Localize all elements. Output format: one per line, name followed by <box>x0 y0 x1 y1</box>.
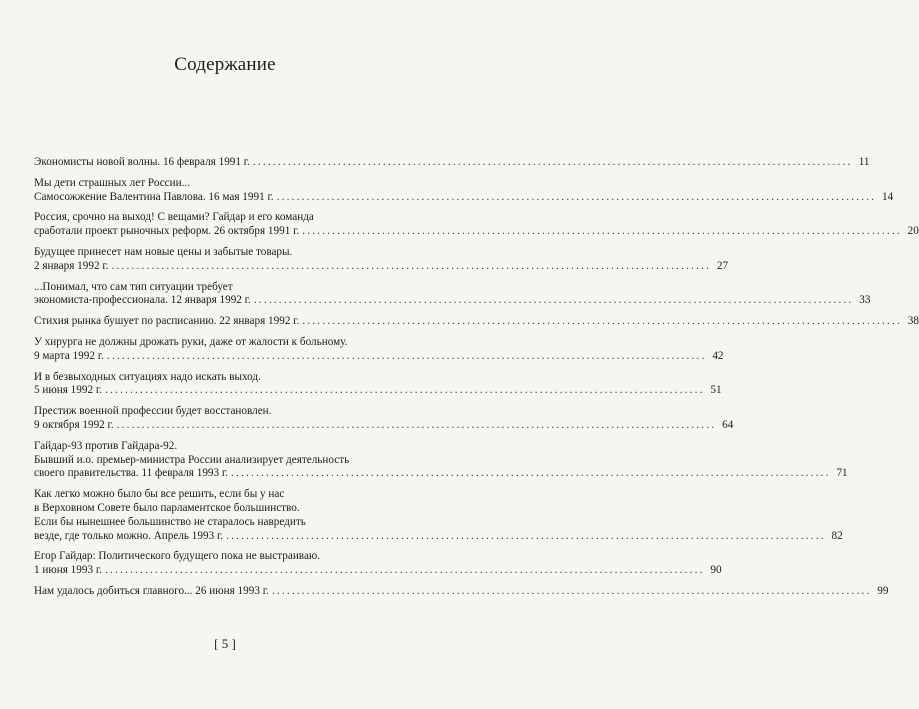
toc-entry-text-line: У хирурга не должны дрожать руки, даже от жалости к больному. <box>34 335 348 348</box>
toc-page-number: 27 <box>716 259 729 272</box>
toc-entry-text-line: Мы дети страшных лет России... <box>34 176 190 189</box>
toc-entry-text-line: 5 июня 1992 г. <box>34 384 102 397</box>
toc-entry-text-line: Гайдар-93 против Гайдара-92. <box>34 439 178 452</box>
toc-entry-text-line: своего правительства. 11 февраля 1993 г. <box>34 467 229 480</box>
toc-entry-text-line: в Верховном Совете было парламентское большинство. <box>34 501 300 514</box>
toc-entry-last-line <box>34 529 843 544</box>
toc-entry-text-line: Престиж военной профессии будет восстановлен. <box>34 405 272 418</box>
toc-entry <box>34 156 870 170</box>
toc-entry <box>34 550 722 578</box>
toc-entry <box>34 370 722 399</box>
toc-entry-text-line: везде, где только можно. Апрель 1993 г. <box>34 529 224 542</box>
toc-page-number: 14 <box>882 190 894 203</box>
toc-entry-last-line <box>34 190 894 205</box>
toc-page-number: 33 <box>859 294 871 307</box>
toc-page-number: 38 <box>907 315 919 328</box>
toc-page-number: 71 <box>836 467 848 480</box>
toc-entry <box>34 439 848 481</box>
toc-entry <box>34 584 889 599</box>
toc-entry-text-line: 1 июня 1993 г. <box>34 564 102 577</box>
toc-entry-last-line <box>34 384 722 398</box>
dot-leader: ........................................................................................................................ <box>111 259 712 272</box>
dot-leader: ........................................................................................................................ <box>271 584 872 597</box>
toc-entry-text-line: 9 марта 1992 г. <box>34 349 104 362</box>
toc-entry-text-line: Бывший и.о. премьер-министра России анализирует деятельность <box>34 453 350 466</box>
toc-entry-text-line: Нам удалось добиться главного... 26 июня 1993 г. <box>34 584 269 597</box>
toc-page-number: 11 <box>858 156 870 168</box>
dot-leader: ........................................................................................................................ <box>104 384 705 397</box>
dot-leader: ........................................................................................................................ <box>252 156 853 168</box>
toc-entry-text-line: Экономисты новой волны. 16 февраля 1991 г. <box>34 156 250 168</box>
toc-page-number: 99 <box>877 584 889 597</box>
dot-leader: ........................................................................................................................ <box>302 315 902 328</box>
toc-entry-text-line: ...Понимал, что сам тип ситуации требует <box>34 280 233 293</box>
toc-entry <box>34 280 871 309</box>
toc-entry-text-line: Как легко можно было бы все решить, если бы у нас <box>34 488 285 501</box>
toc-entry <box>34 176 894 205</box>
toc-entry-text-line: 9 октября 1992 г. <box>34 418 114 431</box>
toc-page-number: 90 <box>710 564 722 577</box>
toc-entry-last-line <box>34 315 919 329</box>
toc-entry-text-line: И в безвыходных ситуациях надо искать выход. <box>34 370 261 383</box>
dot-leader: ........................................................................................................................ <box>253 294 854 307</box>
toc-page-number: 20 <box>907 225 919 238</box>
toc-entry-last-line <box>34 156 870 170</box>
toc-entry <box>34 315 919 329</box>
dot-leader: ........................................................................................................................ <box>226 529 826 542</box>
toc-entry-text-line: Стихия рынка бушует по расписанию. 22 января 1992 г. <box>34 315 300 328</box>
page-number: [ 5 ] <box>214 636 236 651</box>
toc-entry-text-line: сработали проект рыночных реформ. 26 октября 1991 г. <box>34 225 300 238</box>
toc-entry-text-line: экономиста-профессионала. 12 января 1992 г. <box>34 294 251 307</box>
toc-entry-text-line: Если бы нынешнее большинство не старалось навредить <box>34 515 306 528</box>
toc-entry-last-line <box>34 349 724 364</box>
toc-entry <box>34 245 729 274</box>
page-title: Содержание <box>174 54 276 75</box>
table-of-contents <box>34 156 919 606</box>
toc-entry <box>34 335 724 364</box>
toc-entry-last-line <box>34 418 734 433</box>
toc-entry <box>34 488 843 543</box>
dot-leader: ........................................................................................................................ <box>231 467 831 480</box>
toc-entry <box>34 405 734 433</box>
toc-entry-last-line <box>34 564 722 578</box>
dot-leader: ........................................................................................................................ <box>302 225 902 238</box>
toc-page-number: 42 <box>712 349 724 362</box>
dot-leader: ........................................................................................................................ <box>276 190 877 203</box>
toc-entry <box>34 211 919 239</box>
toc-entry-text-line: Егор Гайдар: Политического будущего пока не выстраиваю. <box>34 550 321 563</box>
dot-leader: ........................................................................................................................ <box>116 418 717 431</box>
toc-entry-last-line <box>34 584 889 599</box>
toc-page-number: 82 <box>831 529 843 542</box>
toc-page-number: 64 <box>722 418 734 431</box>
toc-entry-text-line: Будущее принесет нам новые цены и забытые товары. <box>34 245 293 258</box>
toc-entry-text-line: Самосожжение Валентина Павлова. 16 мая 1991 г. <box>34 190 274 203</box>
toc-entry-text-line: 2 января 1992 г. <box>34 259 109 272</box>
toc-entry-last-line <box>34 259 729 274</box>
dot-leader: ........................................................................................................................ <box>104 564 705 577</box>
toc-entry-text-line: Россия, срочно на выход! С вещами? Гайдар и его команда <box>34 211 314 224</box>
dot-leader: ........................................................................................................................ <box>106 349 707 362</box>
toc-entry-last-line <box>34 225 919 239</box>
toc-entry-last-line <box>34 467 848 481</box>
toc-entry-last-line <box>34 294 871 308</box>
toc-page-number: 51 <box>710 384 722 397</box>
